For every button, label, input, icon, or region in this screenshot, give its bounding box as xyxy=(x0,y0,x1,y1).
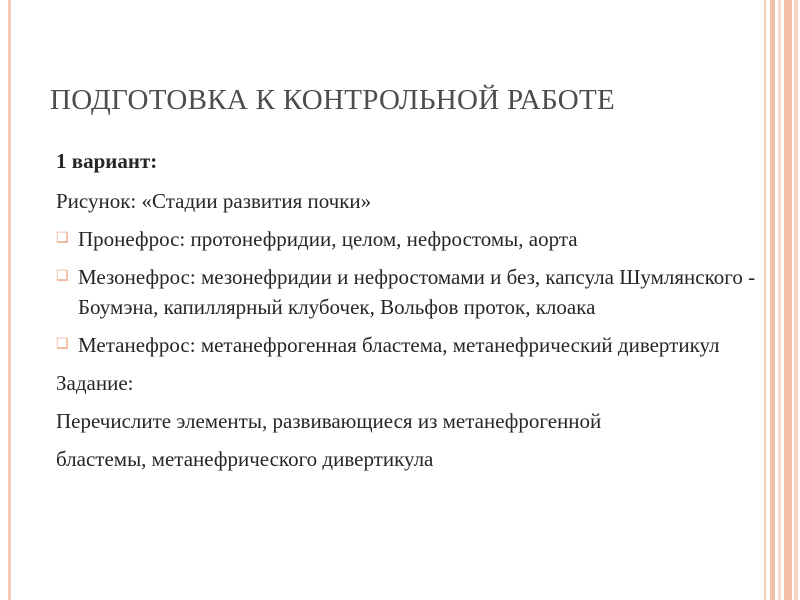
task-text-line-2: бластемы, метанефрического дивертикула xyxy=(56,447,434,471)
stripe xyxy=(770,0,775,600)
bullet-icon: ❑ xyxy=(56,337,69,352)
task-text-line-1: Перечислите элементы, развивающиеся из метанефрогенной xyxy=(56,409,602,433)
variant-heading: 1 вариант: xyxy=(56,149,158,173)
slide-title: ПОДГОТОВКА К КОНТРОЛЬНОЙ РАБОТЕ xyxy=(50,84,616,116)
task-label: Задание: xyxy=(56,371,134,395)
bullet-item xyxy=(56,262,756,322)
bullet-text: Мезонефрос: мезонефридии и нефростомами и без, капсула Шумлянского - Боумэна, капиллярный клубочек, Вольфов проток, клоака xyxy=(78,265,756,319)
stripe xyxy=(784,0,792,600)
stripe xyxy=(764,0,766,600)
bullet-text: Метанефрос: метанефрогенная бластема, метанефрический дивертикул xyxy=(78,333,720,357)
stripe xyxy=(794,0,798,600)
stripe xyxy=(778,0,781,600)
bullet-item xyxy=(56,330,756,360)
bullet-icon: ❑ xyxy=(56,231,69,246)
figure-caption: Рисунок: «Стадии развития почки» xyxy=(56,189,372,213)
bullet-icon: ❑ xyxy=(56,269,69,284)
right-decorative-stripes xyxy=(760,0,800,600)
bullet-text: Пронефрос: протонефридии, целом, нефростомы, аорта xyxy=(78,227,578,251)
slide-content xyxy=(56,146,756,482)
left-border-line xyxy=(8,0,11,600)
bullet-item xyxy=(56,224,756,254)
